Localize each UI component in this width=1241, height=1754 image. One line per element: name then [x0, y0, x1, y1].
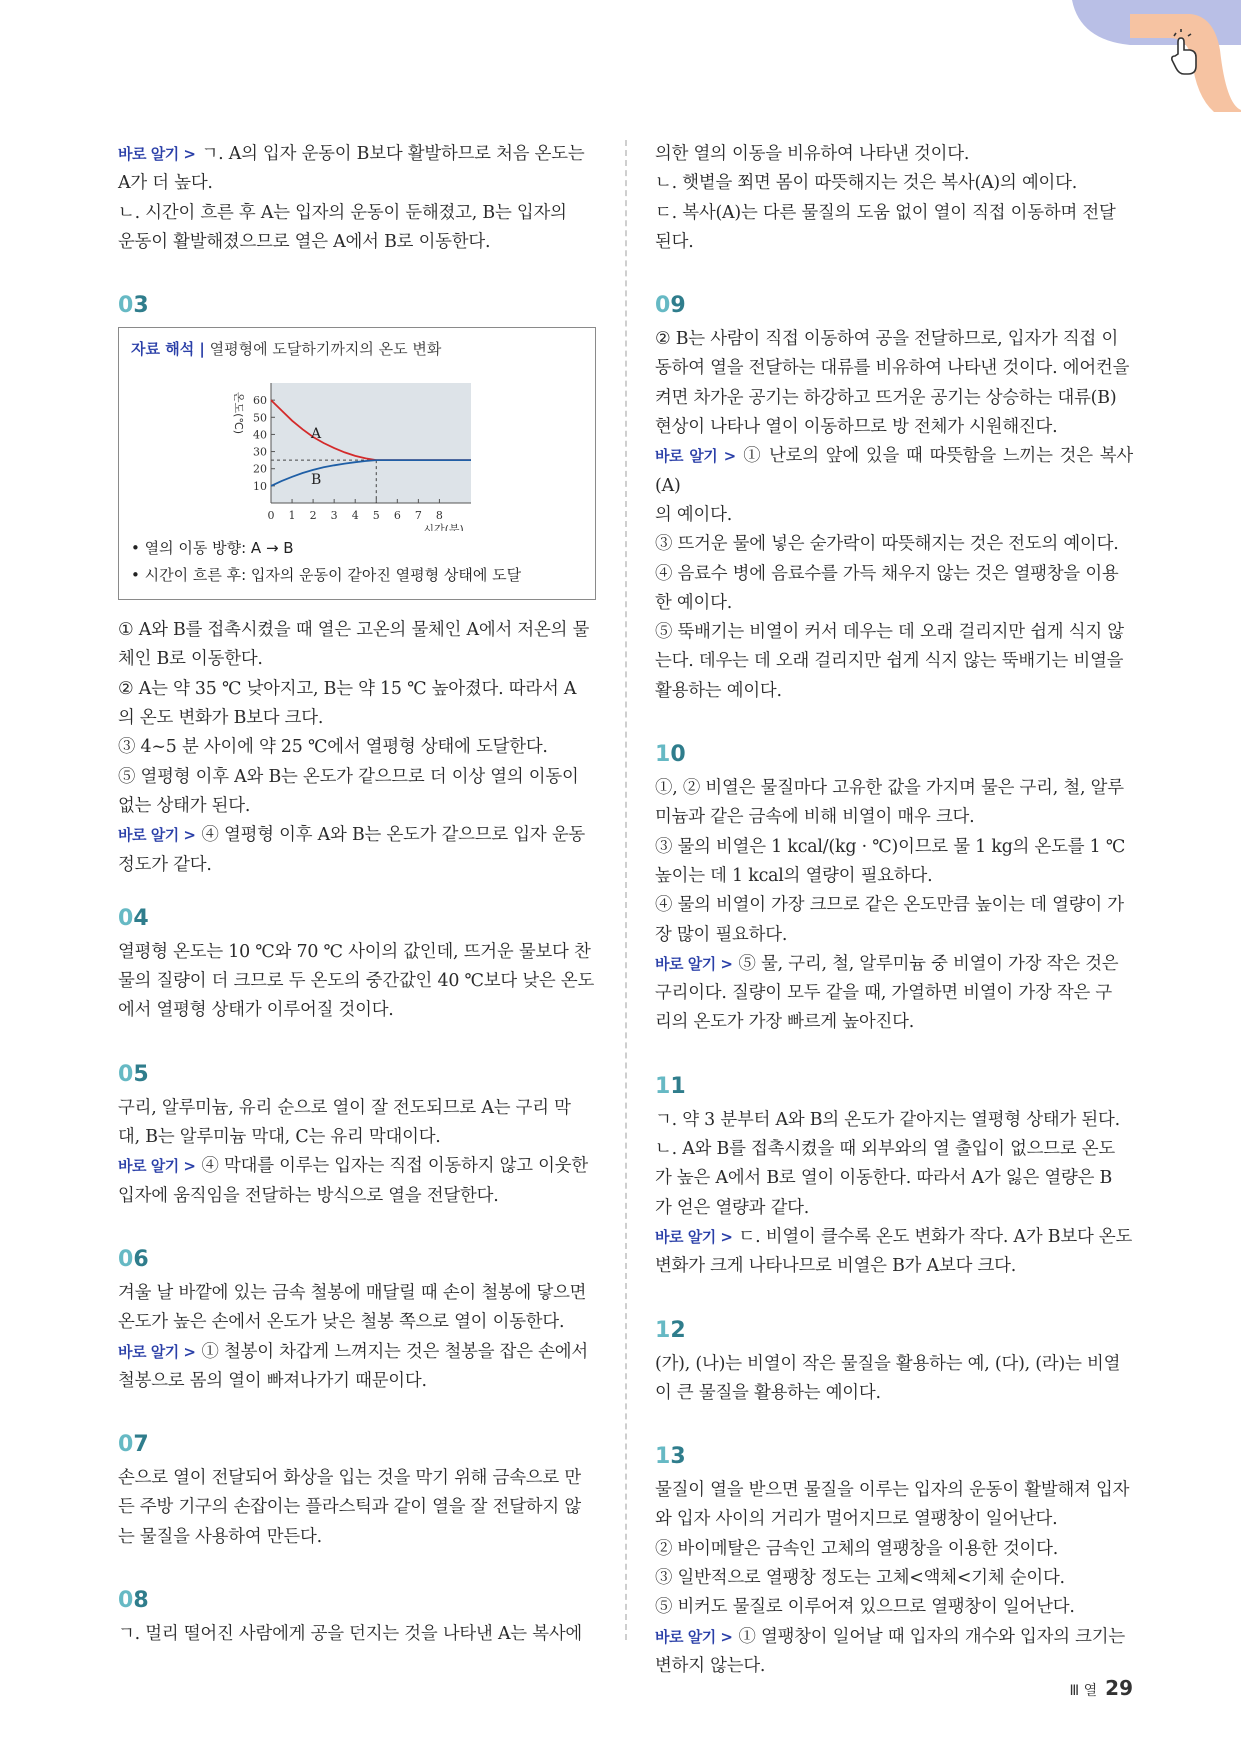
text-line: 바로 알기 > ⑤ 물, 구리, 철, 알루미늄 중 비열이 가장 작은 것은	[655, 953, 1119, 974]
question-09	[655, 291, 1133, 706]
text-line: 는 물질을 사용하여 만든다.	[118, 1526, 322, 1547]
series-label-A: A	[311, 426, 322, 443]
text-line: 구리이다. 질량이 모두 같을 때, 가열하면 비열이 가장 작은 구	[655, 983, 1112, 1004]
x-tick-label: 6	[393, 509, 401, 523]
text-line: ③ 뜨거운 물에 넣은 숟가락이 따뜻해지는 것은 전도의 예이다.	[655, 534, 1119, 555]
x-tick-label: 8	[435, 509, 443, 523]
bullet-item: • 열의 이동 방향: A → B	[131, 539, 294, 558]
x-tick-label: 0	[267, 509, 275, 523]
y-tick-label: 10	[253, 480, 267, 494]
text-line: A가 더 높다.	[118, 173, 213, 194]
text-line: 대, B는 알루미늄 막대, C는 유리 막대이다.	[118, 1127, 441, 1148]
y-tick-label: 30	[253, 445, 267, 459]
text-line: ③ 일반적으로 열팽창 정도는 고체<액체<기체 순이다.	[655, 1567, 1065, 1588]
text-line: 의 예이다.	[655, 504, 733, 525]
text-line: ㄴ. A와 B를 접촉시켰을 때 외부와의 열 출입이 없으므로 온도	[655, 1139, 1116, 1160]
answer-tag: 바로 알기 >	[655, 1227, 733, 1246]
text-line: ⑤ 뚝배기는 비열이 커서 데우는 데 오래 걸리지만 쉽게 식지 않	[655, 622, 1124, 643]
text-line: ③ 4~5 분 사이에 약 25 ℃에서 열평형 상태에 도달한다.	[118, 737, 548, 758]
text-line: ② B는 사람이 직접 이동하여 공을 전달하므로, 입자가 직접 이	[655, 329, 1119, 350]
text-line: ㄴ. 햇볕을 쬐면 몸이 따뜻해지는 것은 복사(A)의 예이다.	[655, 173, 1078, 194]
text-line: 철봉으로 몸의 열이 빠져나가기 때문이다.	[118, 1370, 427, 1391]
answer-tag: 바로 알기 >	[118, 826, 196, 845]
x-axis-label: 시간(분)	[423, 523, 464, 532]
text-line: 의 온도 변화가 B보다 크다.	[118, 708, 324, 729]
question-number: 13	[655, 1444, 686, 1470]
y-tick-label: 20	[253, 462, 267, 476]
text-line: ⑤ 비커도 물질로 이루어져 있으므로 열팽창이 일어난다.	[655, 1597, 1075, 1618]
question-05	[118, 1060, 596, 1211]
question-number: 09	[655, 293, 686, 319]
question-08	[118, 1586, 596, 1649]
intro-section	[118, 140, 596, 257]
text-line: 된다.	[655, 231, 694, 252]
text-line: ①, ② 비열은 물질마다 고유한 값을 가지며 물은 구리, 철, 알루	[655, 778, 1124, 799]
left-column	[118, 140, 596, 1649]
answer-tag: 바로 알기 >	[655, 447, 736, 466]
text-line: ④ 음료수 병에 음료수를 가득 채우지 않는 것은 열팽창을 이용	[655, 563, 1119, 584]
x-tick-label: 3	[330, 509, 338, 523]
x-tick-label: 4	[351, 509, 359, 523]
text-line: 가 얻은 열량과 같다.	[655, 1197, 810, 1218]
text-line: ④ 물의 비열이 가장 크므로 같은 온도만큼 높이는 데 열량이 가	[655, 895, 1124, 916]
text-line: 바로 알기 > ④ 막대를 이루는 입자는 직접 이동하지 않고 이웃한	[118, 1156, 588, 1177]
y-axis-label: 온도(℃)	[232, 392, 245, 435]
text-line: 정도가 같다.	[118, 854, 212, 875]
x-tick-label: 5	[372, 509, 380, 523]
text-line: ㄱ. 멀리 떨어진 사람에게 공을 던지는 것을 나타낸 A는 복사에	[118, 1624, 583, 1645]
question-06	[118, 1245, 596, 1396]
data-analysis-box	[118, 327, 596, 600]
text-line: 변화가 크게 나타나므로 비열은 B가 A보다 크다.	[655, 1256, 1017, 1277]
text-line: 운동이 활발해졌으므로 열은 A에서 B로 이동한다.	[118, 231, 491, 252]
text-line: ① A와 B를 접촉시켰을 때 열은 고온의 물체인 A에서 저온의 물	[118, 620, 590, 641]
text-line: ⑤ 열평형 이후 A와 B는 온도가 같으므로 더 이상 열의 이동이	[118, 766, 579, 787]
text-line: 한 예이다.	[655, 592, 733, 613]
question-number: 08	[118, 1588, 149, 1614]
text-line: 입자에 움직임을 전달하는 방식으로 열을 전달한다.	[118, 1185, 499, 1206]
page-footer	[1070, 1676, 1133, 1700]
x-tick-label: 7	[414, 509, 422, 523]
text-line: 구리, 알루미늄, 유리 순으로 열이 잘 전도되므로 A는 구리 막	[118, 1097, 571, 1118]
text-line: 리의 온도가 가장 빠르게 높아진다.	[655, 1012, 915, 1033]
answer-tag: 바로 알기 >	[655, 954, 733, 973]
question-03	[118, 291, 596, 880]
y-tick-label: 60	[253, 394, 267, 408]
question-12	[655, 1316, 1133, 1409]
question-number: 06	[118, 1246, 149, 1272]
corner-band-orange	[1130, 14, 1241, 112]
question-number: 10	[655, 742, 686, 768]
text-line: 손으로 열이 전달되어 화상을 입는 것을 막기 위해 금속으로 만	[118, 1468, 581, 1489]
hand-pointer-icon	[1172, 29, 1196, 74]
text-line: 의한 열의 이동을 비유하여 나타낸 것이다.	[655, 144, 970, 164]
text-line: ② 바이메탈은 금속인 고체의 열팽창을 이용한 것이다.	[655, 1538, 1059, 1559]
continued-section	[655, 140, 1133, 257]
question-number: 03	[118, 293, 149, 319]
x-tick-label: 1	[288, 509, 296, 523]
question-number: 12	[655, 1317, 686, 1343]
question-number: 07	[118, 1432, 149, 1458]
text-line: 와 입자 사이의 거리가 멀어지므로 열팽창이 일어난다.	[655, 1509, 1058, 1530]
text-line: 가 높은 A에서 B로 열이 이동한다. 따라서 A가 잃은 열량은 B	[655, 1168, 1113, 1189]
question-11	[655, 1072, 1133, 1282]
plot-area	[271, 383, 471, 503]
text-line: 바로 알기 > ① 난로의 앞에 있을 때 따뜻함을 느끼는 것은 복사(A)	[655, 446, 1133, 496]
question-number: 04	[118, 905, 149, 931]
text-line: 든 주방 기구의 손잡이는 플라스틱과 같이 열을 잘 전달하지 않	[118, 1497, 581, 1518]
corner-decoration	[0, 0, 1241, 130]
text-line: ㄱ. 약 3 분부터 A와 B의 온도가 같아지는 열평형 상태가 된다.	[655, 1109, 1120, 1130]
text-line: 에서 열평형 상태가 이루어질 것이다.	[118, 1000, 394, 1021]
text-line: ② A는 약 35 ℃ 낮아지고, B는 약 15 ℃ 높아졌다. 따라서 A	[118, 678, 577, 699]
text-line: 이 큰 물질을 활용하는 예이다.	[655, 1382, 881, 1403]
text-line: 바로 알기 > ① 철봉이 차갑게 느껴지는 것은 철봉을 잡은 손에서	[118, 1341, 588, 1362]
text-line: 열평형 온도는 10 ℃와 70 ℃ 사이의 값인데, 뜨거운 물보다 찬	[118, 941, 591, 962]
text-line: 동하여 열을 전달하는 대류를 비유하여 나타낸 것이다. 에어컨을	[655, 358, 1130, 379]
text-line: 높이는 데 1 kcal의 열량이 필요하다.	[655, 865, 933, 886]
text-line: 온도가 높은 손에서 온도가 낮은 철봉 쪽으로 열이 이동한다.	[118, 1312, 565, 1333]
text-line: ㄴ. 시간이 흐른 후 A는 입자의 운동이 둔해졌고, B는 입자의	[118, 202, 567, 223]
text-line: 겨울 날 바깥에 있는 금속 철봉에 매달릴 때 손이 철봉에 닿으면	[118, 1282, 587, 1303]
y-tick-label: 50	[253, 411, 267, 425]
text-line: 물의 질량이 더 크므로 두 온도의 중간값인 40 ℃보다 낮은 온도	[118, 971, 595, 992]
temperature-chart	[131, 363, 581, 531]
text-line: 활용하는 예이다.	[655, 680, 782, 701]
text-line: 바로 알기 > ① 열팽창이 일어날 때 입자의 개수와 입자의 크기는	[655, 1626, 1125, 1647]
text-line: ③ 물의 비열은 1 kcal/(kg · ℃)이므로 물 1 kg의 온도를 1 ℃	[655, 836, 1126, 857]
text-line: (가), (나)는 비열이 작은 물질을 활용하는 예, (다), (라)는 비열	[655, 1353, 1121, 1374]
answer-tag: 바로 알기 >	[655, 1627, 733, 1646]
right-column	[655, 140, 1133, 1681]
text-line: 현상이 나타나 열이 이동하므로 방 전체가 시원해진다.	[655, 417, 1058, 438]
text-line: ㄷ. 복사(A)는 다른 물질의 도움 없이 열이 직접 이동하며 전달	[655, 202, 1116, 223]
text-line: 바로 알기 > ㄱ. A의 입자 운동이 B보다 활발하므로 처음 온도는	[118, 144, 585, 164]
question-10	[655, 740, 1133, 1038]
data-box-title: 자료 해석 | 열평형에 도달하기까지의 온도 변화	[131, 340, 442, 359]
text-line: 는다. 데우는 데 오래 걸리지만 쉽게 식지 않는 뚝배기는 비열을	[655, 651, 1124, 672]
question-04	[118, 904, 596, 1026]
text-line: 켜면 차가운 공기는 하강하고 뜨거운 공기는 상승하는 대류(B)	[655, 387, 1117, 408]
question-13	[655, 1442, 1133, 1681]
text-line: 물질이 열을 받으면 물질을 이루는 입자의 운동이 활발해져 입자	[655, 1480, 1130, 1501]
corner-band-blue	[1072, 0, 1241, 45]
unit-label: Ⅲ 열	[1069, 1683, 1098, 1699]
question-07	[118, 1430, 596, 1552]
text-line: 변하지 않는다.	[655, 1655, 766, 1676]
answer-tag: 바로 알기 >	[118, 145, 196, 163]
bullet-item: • 시간이 흐른 후: 입자의 운동이 같아진 열평형 상태에 도달	[131, 566, 522, 585]
text-line: 없는 상태가 된다.	[118, 795, 251, 816]
text-line: 미늄과 같은 금속에 비해 비열이 매우 크다.	[655, 807, 975, 828]
text-line: 체인 B로 이동한다.	[118, 649, 263, 670]
text-line: 장 많이 필요하다.	[655, 924, 788, 945]
question-number: 05	[118, 1061, 149, 1087]
answer-tag: 바로 알기 >	[118, 1342, 196, 1361]
text-line: 바로 알기 > ㄷ. 비열이 클수록 온도 변화가 작다. A가 B보다 온도	[655, 1226, 1133, 1247]
x-tick-label: 2	[309, 509, 317, 523]
y-tick-label: 40	[253, 428, 267, 442]
series-label-B: B	[311, 472, 322, 489]
answer-tag: 바로 알기 >	[118, 1157, 196, 1176]
page-number: 29	[1105, 1676, 1133, 1700]
question-number: 11	[655, 1073, 686, 1099]
column-divider	[625, 140, 627, 1640]
text-line: 바로 알기 > ④ 열평형 이후 A와 B는 온도가 같으므로 입자 운동	[118, 825, 586, 846]
